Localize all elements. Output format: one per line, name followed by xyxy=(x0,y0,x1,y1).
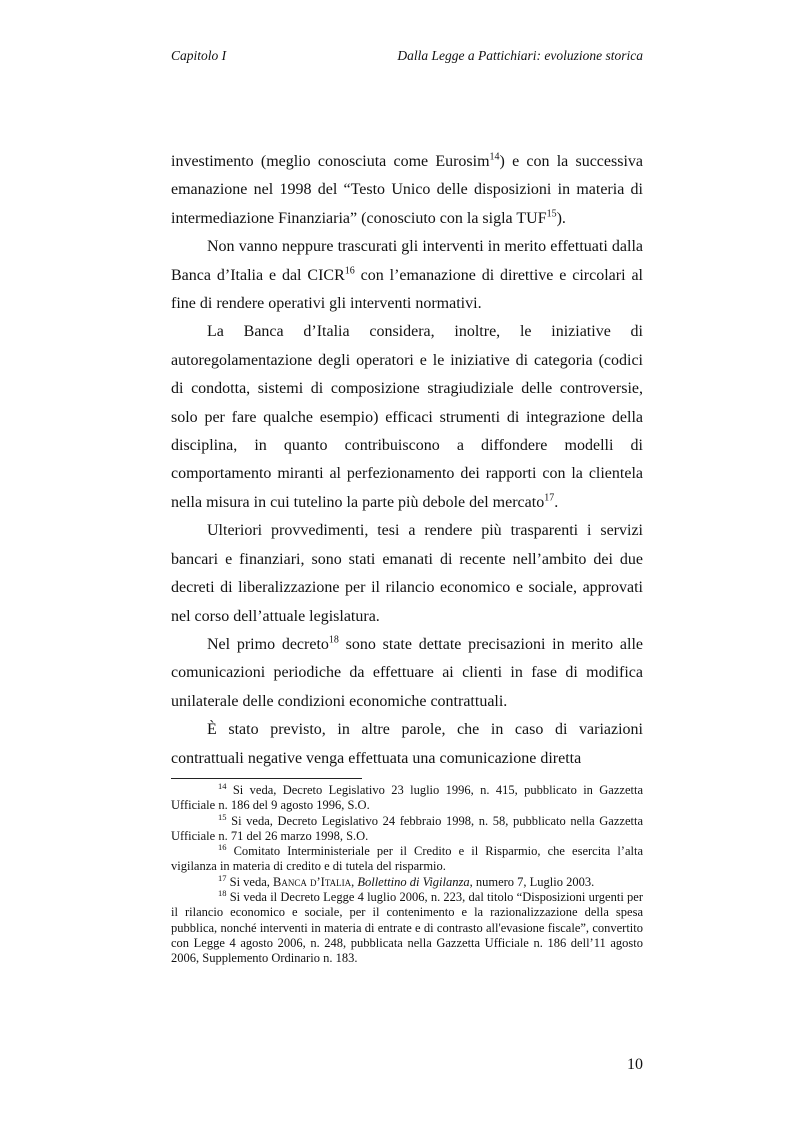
footnote-ref[interactable]: 16 xyxy=(344,265,355,277)
footnote-ref[interactable]: 14 xyxy=(489,151,500,163)
page-number: 10 xyxy=(627,1056,643,1073)
footnote-separator xyxy=(171,778,362,779)
running-header xyxy=(171,48,643,68)
paragraph: Non vanno neppure trascurati gli interventi in merito effettuati dalla Banca d’Italia e dal CICR$^{16}$ con l’emanazione di direttive e circolari al fine di rendere operativi gli interventi normativi. xyxy=(171,238,643,313)
footnote: $^{16}$ Comitato Interministeriale per il Credito e il Risparmio, che esercita l’alta vigilanza in materia di credito e di tutela del risparmio. xyxy=(171,842,643,874)
paragraph: È stato previsto, in altre parole, che in caso di variazioni contrattuali negative venga effettuata una comunicazione diretta xyxy=(171,721,643,767)
footnotes xyxy=(171,780,643,967)
paragraph: La Banca d’Italia considera, inoltre, le iniziative di autoregolamentazione degli operatori e le iniziative di categoria (codici di condotta, sistemi di composizione stragiudiziale delle controversie, solo per fare qualche esempio) efficaci strumenti di integrazione della disciplina, in quanto contribuiscono a diffondere modelli di comportamento miranti al perfezionamento dei rapporti con la clientela nella misura in cui tutelino la parte più debole del mercato$^{17}$. xyxy=(171,323,643,511)
main-text xyxy=(171,148,643,773)
paragraph: investimento (meglio conosciuta come Eurosim$^{14}$) e con la successiva emanazione nel 1998 del “Testo Unico delle disposizioni in materia di intermediazione Finanziaria” (conosciuto con la sigla TUF$^{15}$). xyxy=(171,151,643,227)
chapter-title: Dalla Legge a Pattichiari: evoluzione storica xyxy=(397,48,643,63)
footnote-ref[interactable]: 15 xyxy=(546,208,557,220)
footnote-ref[interactable]: 18 xyxy=(328,634,339,646)
footnote: $^{15}$ Si veda, Decreto Legislativo 24 febbraio 1998, n. 58, pubblicato nella Gazzetta Ufficiale n. 71 del 26 marzo 1998, S.O. xyxy=(171,811,643,843)
paragraph: Ulteriori provvedimenti, tesi a rendere più trasparenti i servizi bancari e finanziari, sono stati emanati di recente nell’ambito dei due decreti di liberalizzazione per il rilancio economico e sociale, approvati nel corso dell’attuale legislatura. xyxy=(171,522,643,625)
footnote: $^{18}$ Si veda il Decreto Legge 4 luglio 2006, n. 223, dal titolo “Disposizioni urgenti per il rilancio economico e sociale, per il contenimento e la razionalizzazione della spesa pubblica, nonché interventi in materia di entrate e di contrasto all'evasione fiscale”, convertito con Legge 4 agosto 2006, n. 248, pubblicata nella Gazzetta Ufficiale n. 186 dell’11 agosto 2006, Supplemento Ordinario n. 183. xyxy=(171,887,643,966)
chapter-label: Capitolo I xyxy=(171,48,227,63)
footnote-ref[interactable]: 17 xyxy=(544,492,555,504)
footnote: $^{17}$ Si veda, Banca d’Italia, Bollettino di Vigilanza, numero 7, Luglio 2003. xyxy=(218,872,595,889)
footnote: $^{14}$ Si veda, Decreto Legislativo 23 luglio 1996, n. 415, pubblicato in Gazzetta Ufficiale n. 186 del 9 agosto 1996, S.O. xyxy=(171,780,643,813)
paragraph: Nel primo decreto$^{18}$ sono state dettate precisazioni in merito alle comunicazioni periodiche da effettuare ai clienti in fase di modifica unilaterale delle condizioni economiche contrattuali. xyxy=(171,634,643,710)
